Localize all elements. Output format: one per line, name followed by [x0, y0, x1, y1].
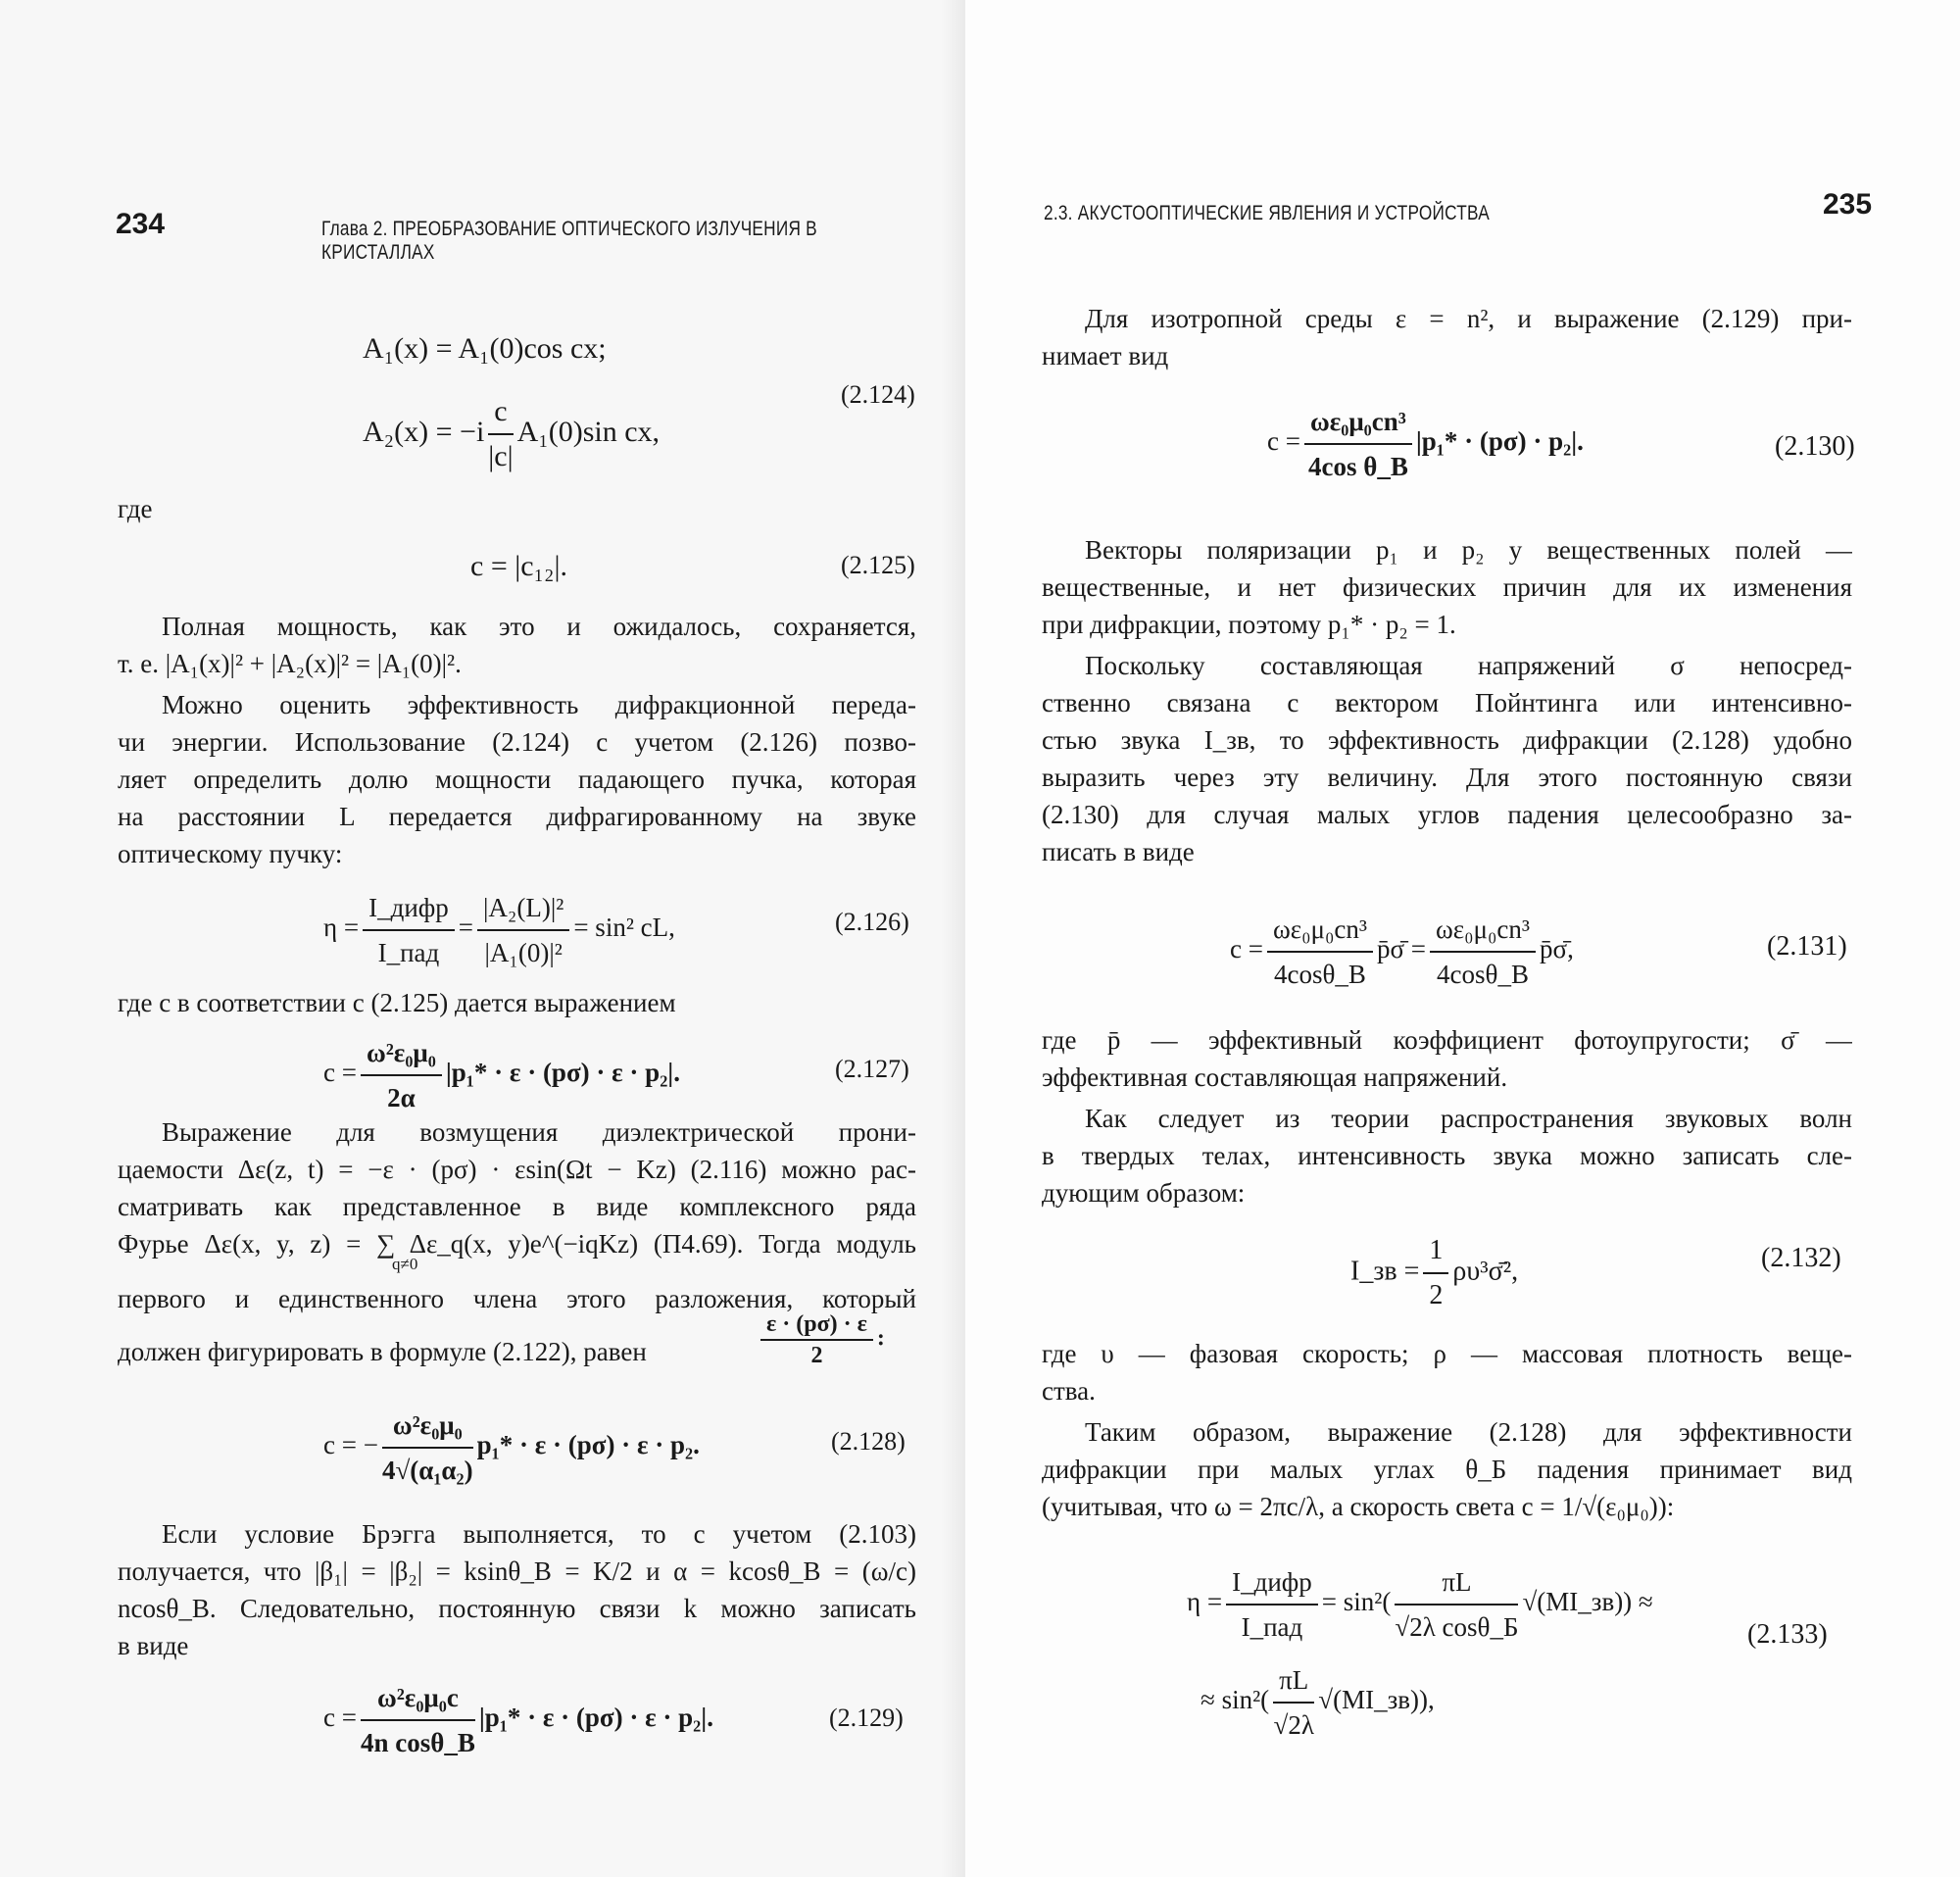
- paragraph-intensity-line2: в твердых телах, интенсивность звука можно записать сле-: [1042, 1141, 1852, 1170]
- formula-2133-num2: πL: [1395, 1562, 1518, 1605]
- formula-2129-frac: [361, 1678, 475, 1762]
- formula-2132-tail: ρυ³σ̄²,: [1452, 1256, 1519, 1287]
- formula-2133-frac1: [1226, 1562, 1318, 1647]
- eq-number-2128: (2.128): [831, 1427, 906, 1456]
- formula-2128-frac: [382, 1406, 473, 1490]
- formula-2126-den1: I_пад: [377, 938, 440, 967]
- paragraph-perturbation-line6: должен фигурировать в формуле (2.122), равен: [118, 1337, 647, 1366]
- formula-2127-den: 2α: [387, 1083, 416, 1112]
- formula-2130-tail: |p₁* · (pσ) · p₂|.: [1415, 426, 1584, 457]
- formula-2132-den: 2: [1429, 1280, 1444, 1310]
- paragraph-estimate-line2: чи энергии. Использование (2.124) с учетом (2.126) позво-: [118, 727, 916, 757]
- formula-2133-den2: √2λ cosθ_Б: [1395, 1612, 1519, 1642]
- paragraph-intensity-line1: Как следует из теории распространения звуковых волн: [1085, 1104, 1852, 1133]
- formula-2133-line1: [1187, 1562, 1653, 1647]
- formula-2128: [323, 1406, 700, 1490]
- formula-2126-num1: I_дифр: [363, 888, 455, 931]
- eq-number-2126: (2.126): [835, 908, 909, 936]
- formula-2132-num: 1: [1423, 1231, 1448, 1274]
- page-number-left: 234: [116, 208, 166, 240]
- formula-2126-frac2: [477, 888, 569, 972]
- word-gde: где: [118, 494, 153, 523]
- formula-2130-den: 4cos θ_B: [1307, 452, 1408, 481]
- formula-2130-frac: [1304, 402, 1412, 486]
- sum-subscript: q≠0: [392, 1255, 418, 1273]
- eq-number-2127: (2.127): [835, 1055, 909, 1083]
- formula-2129-tail: |p₁* · ε · (pσ) · ε · p₂|.: [478, 1703, 713, 1733]
- paragraph-bragg-line4: в виде: [118, 1631, 189, 1660]
- paragraph-stress-line5: (2.130) для случая малых углов падения целесообразно за-: [1042, 800, 1852, 829]
- inline-fraction-den: 2: [810, 1343, 823, 1368]
- paragraph-stress-line2: ственно связана с вектором Пойнтинга или интенсивно-: [1042, 688, 1852, 717]
- inline-fraction-body: [760, 1311, 873, 1368]
- formula-2133-mid: = sin²(: [1321, 1587, 1392, 1617]
- formula-2127-c: c =: [323, 1058, 357, 1088]
- eq-number-2129: (2.129): [829, 1704, 904, 1732]
- formula-2131-c: c =: [1230, 934, 1263, 964]
- inline-fraction-num: ε · (pσ) · ε: [760, 1311, 873, 1341]
- formula-2126-eta: η =: [323, 913, 360, 943]
- paragraph-perturbation-line5: первого и единственного члена этого разложения, который: [118, 1284, 916, 1313]
- paragraph-power-line2: т. е. |A₁(x)|² + |A₂(x)|² = |A₁(0)|².: [118, 649, 462, 678]
- eq-number-2131: (2.131): [1767, 931, 1847, 962]
- formula-2126: η = $\frac{\text{I\_дифр}}{\text{I\_пад}}$ = $\frac{\text{|A₂(L)|²}}{\text{|A₁(0)|²}}$ = sin² cL,: [323, 888, 675, 972]
- formula-2131-frac1: [1267, 910, 1373, 994]
- formula-2129: [323, 1678, 713, 1762]
- paragraph-estimate-line1: Можно оценить эффективность дифракционной переда-: [162, 690, 916, 719]
- formula-2131-den1: 4cosθ_B: [1274, 960, 1366, 989]
- formula-2124-line2-lhs: A₂(x) = −i: [363, 415, 485, 448]
- paragraph-polarization-line2: вещественные, и нет физических причин для их изменения: [1042, 572, 1852, 602]
- formula-2130-c: c =: [1267, 426, 1300, 457]
- formula-2124-frac-num: c: [488, 392, 513, 435]
- formula-2130: [1267, 402, 1584, 486]
- paragraph-perturbation-line4: Фурье Δε(x, y, z) = ∑ Δε_q(x, y)e^(−iqKz) (П4.69). Тогда модуль: [118, 1229, 916, 1259]
- paragraph-estimate-line5: оптическому пучку:: [118, 839, 343, 868]
- paragraph-bragg-line2: получается, что |β₁| = |β₂| = ksinθ_B = K/2 и α = kcosθ_B = (ω/c): [118, 1556, 916, 1586]
- paragraph-polarization-line1: Векторы поляризации p₁ и p₂ у вещественных полей —: [1085, 535, 1852, 565]
- running-head-right: 2.3. АКУСТООПТИЧЕСКИЕ ЯВЛЕНИЯ И УСТРОЙСТВА: [1044, 202, 1490, 224]
- formula-2133-den1: I_пад: [1241, 1612, 1303, 1642]
- paragraph-stress-line1: Поскольку составляющая напряжений σ непосред-: [1085, 651, 1852, 680]
- formula-2132-frac: [1423, 1231, 1448, 1315]
- formula-2130-num: ωε₀μ₀cn³: [1304, 402, 1412, 445]
- running-head-left: Глава 2. ПРЕОБРАЗОВАНИЕ ОПТИЧЕСКОГО ИЗЛУЧЕНИЯ В КРИСТАЛЛАХ: [321, 218, 817, 264]
- formula-2126-tail: = sin² cL,: [573, 913, 675, 943]
- formula-2131-frac2: [1430, 910, 1536, 994]
- inline-fraction: $\frac{\varepsilon \cdot (p\sigma) \cdot \varepsilon}{2}$ :: [757, 1311, 885, 1368]
- formula-2133-frac3: [1273, 1660, 1314, 1745]
- formula-2124-frac-den: |c|: [488, 440, 514, 472]
- formula-2124-line2-rhs: A₁(0)sin cx,: [516, 415, 661, 448]
- eq-number-2132: (2.132): [1761, 1243, 1841, 1273]
- paragraph-c-expression: где c в соответствии с (2.125) дается выражением: [118, 988, 676, 1017]
- eq-number-2125: (2.125): [841, 551, 915, 579]
- formula-2124-line2: [363, 392, 660, 476]
- paragraph-isotropic-line1: Для изотропной среды ε = n², и выражение (2.129) при-: [1085, 304, 1852, 333]
- paragraph-polarization-line3: при дифракции, поэтому p₁* · p₂ = 1.: [1042, 610, 1456, 639]
- eq-number-2133: (2.133): [1747, 1619, 1828, 1650]
- formula-2133-num3: πL: [1273, 1660, 1314, 1704]
- formula-2133-sqrt2: √(MI_зв)),: [1318, 1685, 1435, 1715]
- formula-2133-line2: [1200, 1660, 1435, 1745]
- paragraph-perturbation-line1: Выражение для возмущения диэлектрической прони-: [162, 1117, 916, 1147]
- formula-2133-frac2: [1395, 1562, 1518, 1647]
- paragraph-isotropic-line2: нимает вид: [1042, 341, 1169, 370]
- formula-2127: [323, 1033, 680, 1117]
- paragraph-thus-line1: Таким образом, выражение (2.128) для эффективности: [1085, 1417, 1852, 1447]
- paragraph-bragg-line1: Если условие Брэгга выполняется, то с учетом (2.103): [162, 1519, 916, 1549]
- formula-2133-den3: √2λ: [1273, 1710, 1314, 1740]
- formula-2128-den: 4√(α₁α₂): [381, 1456, 473, 1485]
- formula-2127-tail: |p₁* · ε · (pσ) · ε · p₂|.: [445, 1058, 680, 1088]
- formula-2131-den2: 4cosθ_B: [1437, 960, 1529, 989]
- formula-2126-den2: |A₁(0)|²: [484, 938, 563, 967]
- formula-2133-sqrt1: √(MI_зв)) ≈: [1522, 1587, 1653, 1617]
- formula-2127-frac: [361, 1033, 442, 1117]
- eq-number-2130: (2.130): [1775, 431, 1855, 462]
- paragraph-effective-line1: где p̄ — эффективный коэффициент фотоупругости; σ̄ —: [1042, 1025, 1852, 1055]
- paragraph-estimate-line3: ляет определить долю мощности падающего пучка, которая: [118, 765, 916, 794]
- formula-2131-mid: p̄σ̄ =: [1376, 934, 1427, 964]
- formula-2133-l2-lhs: ≈ sin²(: [1200, 1685, 1270, 1715]
- eq-number-2124: (2.124): [841, 380, 915, 409]
- paragraph-power-line1: Полная мощность, как это и ожидалось, сохраняется,: [162, 612, 916, 641]
- formula-2126-num2: |A₂(L)|²: [477, 888, 569, 931]
- paragraph-velocity-line1: где υ — фазовая скорость; ρ — массовая плотность веще-: [1042, 1339, 1852, 1368]
- formula-2128-tail: p₁* · ε · (pσ) · ε · p₂.: [476, 1430, 700, 1460]
- paragraph-perturbation-line3: сматривать как представленное в виде комплексного ряда: [118, 1192, 916, 1221]
- formula-2133-eta: η =: [1187, 1587, 1223, 1617]
- formula-2125: c = |c₁₂|.: [470, 550, 567, 582]
- formula-2131-tail: p̄σ̄,: [1540, 934, 1574, 964]
- formula-2132: [1350, 1231, 1518, 1315]
- paragraph-effective-line2: эффективная составляющая напряжений.: [1042, 1062, 1508, 1092]
- paragraph-stress-line3: стью звука I_зв, то эффективность дифракции (2.128) удобно: [1042, 725, 1852, 755]
- left-page: [0, 0, 965, 1877]
- formula-2132-lhs: I_зв =: [1350, 1256, 1420, 1287]
- formula-2124-line1: A₁(x) = A₁(0)cos cx;: [363, 332, 607, 365]
- paragraph-thus-line3: (учитывая, что ω = 2πc/λ, а скорость света c = 1/√(ε₀μ₀)):: [1042, 1492, 1675, 1521]
- formula-2129-c: c =: [323, 1703, 357, 1733]
- paragraph-stress-line6: писать в виде: [1042, 837, 1195, 866]
- formula-2129-den: 4n cosθ_B: [360, 1728, 475, 1757]
- formula-2131: [1230, 910, 1574, 994]
- formula-2129-num: ω²ε₀μ₀c: [361, 1678, 475, 1721]
- formula-2133-num1: I_дифр: [1226, 1562, 1318, 1605]
- right-page: [965, 0, 1960, 1877]
- page-number-right: 235: [1823, 188, 1873, 221]
- paragraph-bragg-line3: ncosθ_B. Следовательно, постоянную связи k можно записать: [118, 1594, 916, 1623]
- paragraph-estimate-line4: на расстоянии L передается дифрагированному на звуке: [118, 802, 916, 831]
- formula-2131-num2: ωε₀μ₀cn³: [1430, 910, 1536, 953]
- formula-2128-c: c = −: [323, 1430, 378, 1460]
- formula-2127-num: ω²ε₀μ₀: [361, 1033, 442, 1076]
- formula-2126-frac1: [363, 888, 455, 972]
- formula-2128-num: ω²ε₀μ₀: [382, 1406, 473, 1449]
- paragraph-stress-line4: выразить через эту величину. Для этого постоянную связи: [1042, 763, 1852, 792]
- formula-2124-fraction: [488, 392, 513, 476]
- paragraph-velocity-line2: ства.: [1042, 1376, 1096, 1406]
- paragraph-intensity-line3: дующим образом:: [1042, 1178, 1246, 1208]
- paragraph-perturbation-line2: цаемости Δε(z, t) = −ε · (pσ) · εsin(Ωt − Kz) (2.116) можно рас-: [118, 1155, 916, 1184]
- formula-2131-num1: ωε₀μ₀cn³: [1267, 910, 1373, 953]
- paragraph-thus-line2: дифракции при малых углах θ_Б падения принимает вид: [1042, 1455, 1852, 1484]
